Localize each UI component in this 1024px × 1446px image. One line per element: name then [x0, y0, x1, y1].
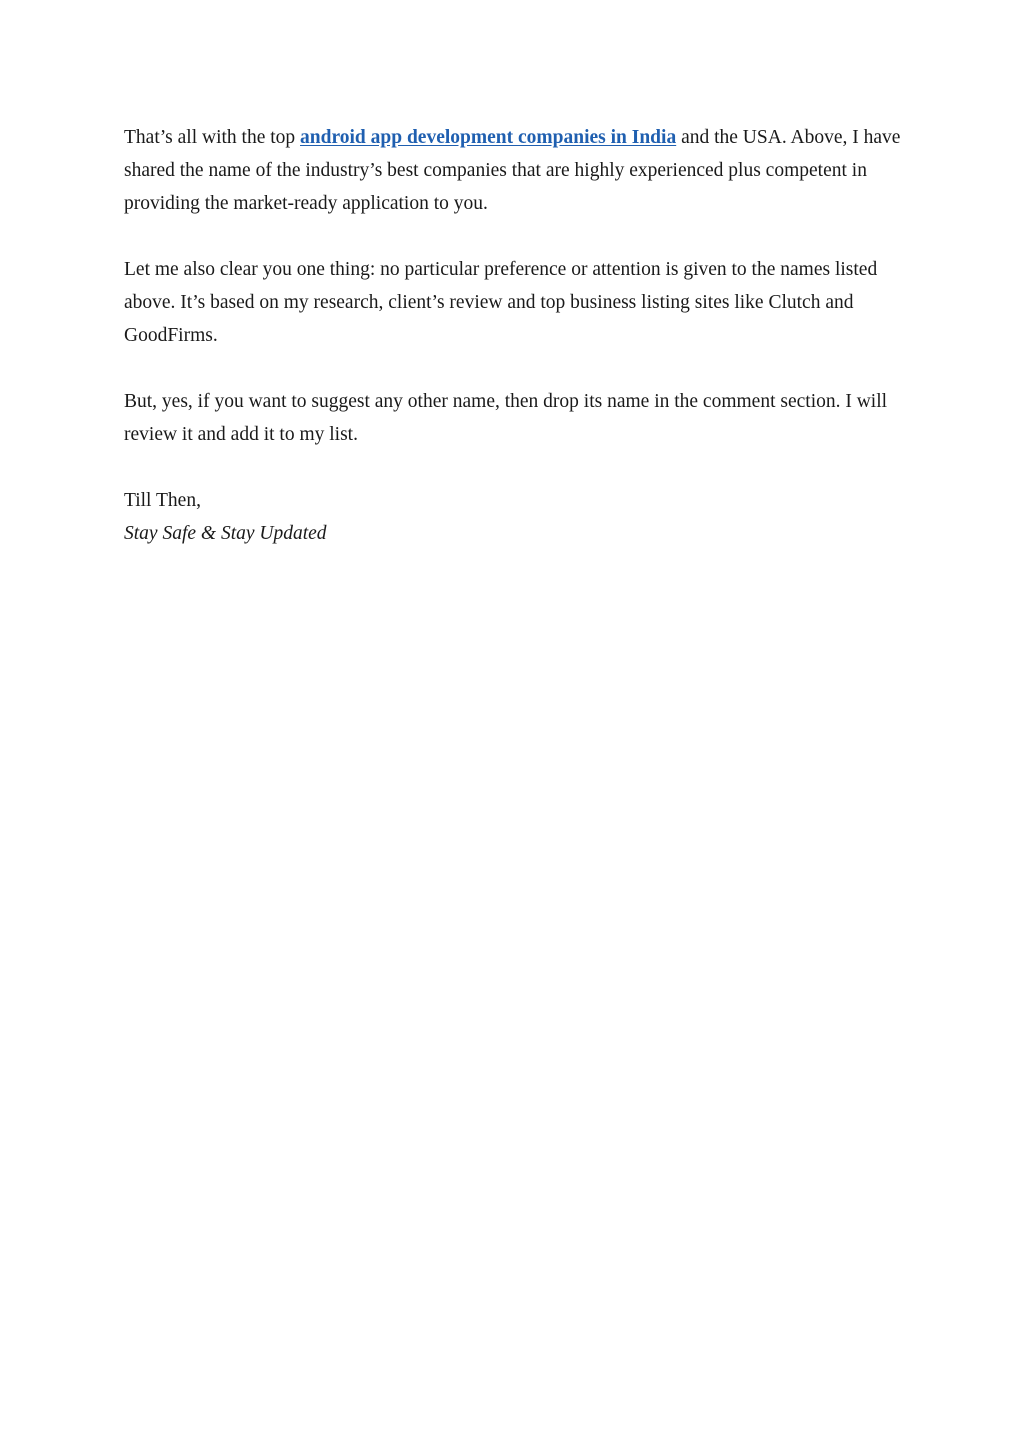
android-companies-india-link[interactable]: android app development companies in India	[300, 127, 677, 148]
article-body	[124, 121, 904, 550]
paragraph-conclusion	[124, 121, 904, 220]
closing-greeting: Till Then,	[124, 490, 201, 511]
paragraph-suggestion: But, yes, if you want to suggest any other name, then drop its name in the comment section. I will review it and add it to my list.	[124, 391, 888, 445]
paragraph-text: and the USA. Above, I have shared the name of the industry’s best companies that are highly experienced plus competent in providing the market-ready application to you.	[124, 127, 901, 214]
closing-block	[124, 484, 904, 550]
paragraph-text: That’s all with the top	[124, 127, 301, 148]
closing-signoff: Stay Safe & Stay Updated	[124, 523, 327, 544]
paragraph-disclaimer: Let me also clear you one thing: no particular preference or attention is given to the names listed above. It’s based on my research, client’s review and top business listing sites like Clutch and GoodFirms.	[124, 259, 878, 346]
